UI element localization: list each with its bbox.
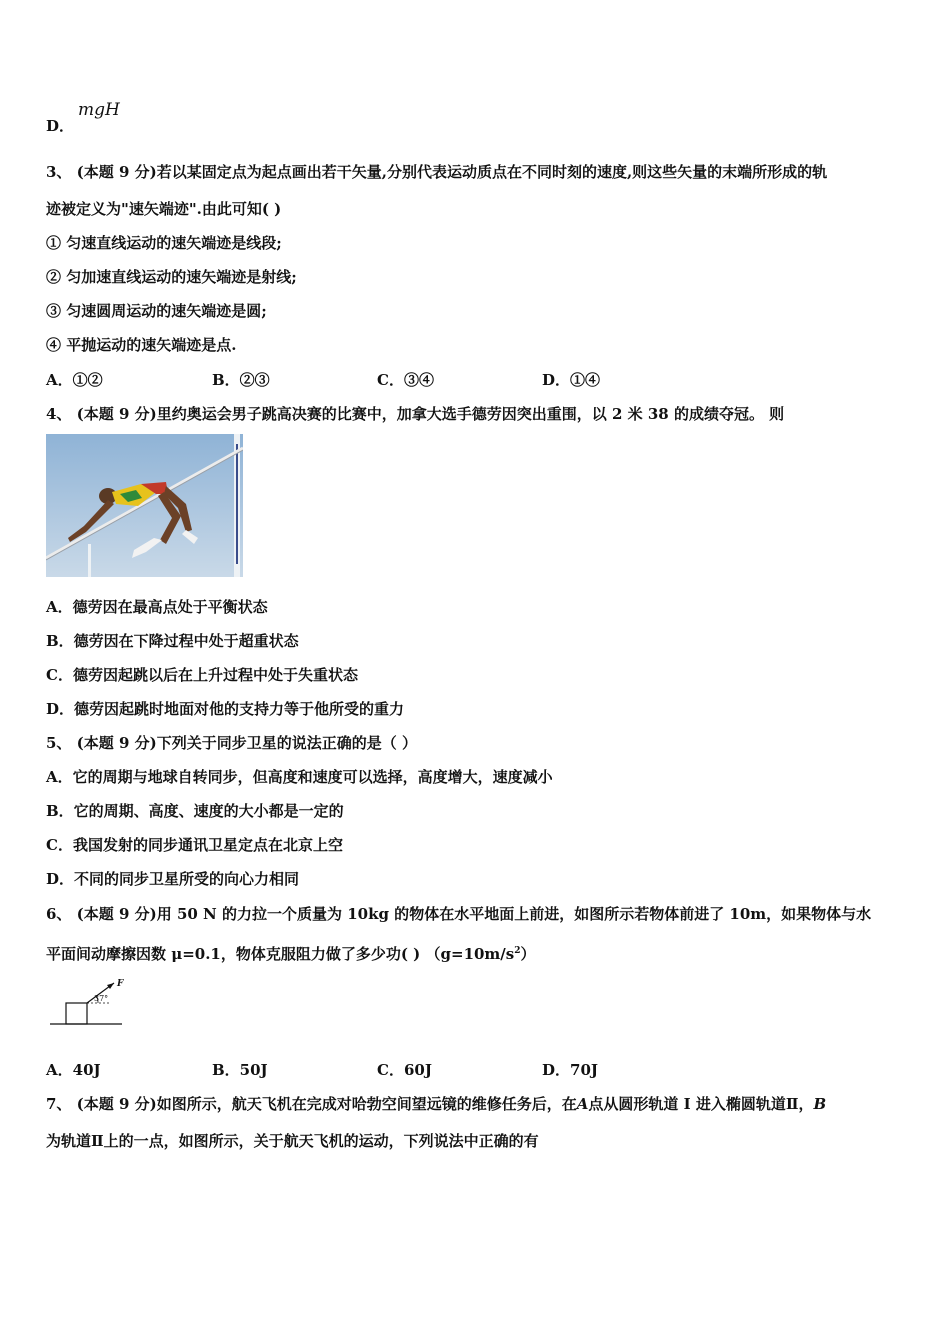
q3-option-d: D．①④ <box>542 371 601 389</box>
q2-option-d-formula: mgH <box>78 100 120 120</box>
q4-option-c: C．德劳因起跳以后在上升过程中处于失重状态 <box>46 666 358 684</box>
q4-option-a: A．德劳因在最高点处于平衡状态 <box>46 598 268 616</box>
q6-stem-line2 <box>46 941 536 964</box>
q5-option-d: D．不同的同步卫星所受的向心力相同 <box>46 870 300 888</box>
q4-stem: 4、 (本题 9 分)里约奥运会男子跳高决赛的比赛中，加拿大选手德劳因突出重围，以 2 米 38 的成绩夺冠。 则 <box>46 405 785 423</box>
high-jump-photo <box>46 434 243 577</box>
q6-option-d: D．70J <box>542 1061 598 1079</box>
q6-superscript: 2 <box>514 946 521 956</box>
q4-option-b: B．德劳因在下降过程中处于超重状态 <box>46 632 299 650</box>
q6-angle-label: 37° <box>94 994 109 1003</box>
q3-statement-1: ① 匀速直线运动的速矢端迹是线段; <box>46 234 282 252</box>
q3-statement-2: ② 匀加速直线运动的速矢端迹是射线; <box>46 268 297 286</box>
q3-statement-4: ④ 平抛运动的速矢端迹是点. <box>46 336 237 354</box>
q3-stem-line1: 3、 (本题 9 分)若以某固定点为起点画出若干矢量,分别代表运动质点在不同时刻的速度,则这些矢量的末端所形成的轨 <box>46 163 828 181</box>
q7-stem-line1-b: 点从圆形轨道 I 进入椭圆轨道Ⅱ， <box>588 1095 814 1113</box>
q7-stem-line1-a: 7、 (本题 9 分)如图所示，航天飞机在完成对哈勃空间望远镜的维修任务后，在 <box>46 1095 577 1113</box>
q6-option-b: B．50J <box>212 1061 268 1079</box>
q3-option-b: B．②③ <box>212 371 270 389</box>
q6-force-label: F <box>117 979 124 989</box>
q5-stem: 5、 (本题 9 分)下列关于同步卫星的说法正确的是（ ） <box>46 734 417 752</box>
q2-option-d-label: D． <box>46 117 75 135</box>
q7-point-a: A <box>576 1095 589 1113</box>
q6-force-diagram <box>48 976 128 1028</box>
q6-stem-line1: 6、 (本题 9 分)用 50 N 的力拉一个质量为 10kg 的物体在水平地面上前进，如图所示若物体前进了 10m，如果物体与水 <box>46 905 872 923</box>
q5-option-b: B．它的周期、高度、速度的大小都是一定的 <box>46 802 344 820</box>
q3-stem-line2: 迹被定义为"速矢端迹".由此可知( ) <box>46 200 282 218</box>
q7-point-b: B <box>813 1095 827 1113</box>
q6-option-a: A．40J <box>46 1061 101 1079</box>
q6-stem-line2-end: ） <box>520 945 536 963</box>
q2-option-d <box>46 116 74 136</box>
q5-option-c: C．我国发射的同步通讯卫星定点在北京上空 <box>46 836 343 854</box>
q3-statement-3: ③ 匀速圆周运动的速矢端迹是圆; <box>46 302 267 320</box>
q5-option-a: A．它的周期与地球自转同步，但高度和速度可以选择，高度增大，速度减小 <box>46 768 553 786</box>
q4-option-d: D．德劳因起跳时地面对他的支持力等于他所受的重力 <box>46 700 405 718</box>
q7-stem-line2: 为轨道Ⅱ上的一点，如图所示，关于航天飞机的运动，下列说法中正确的有 <box>46 1132 539 1150</box>
q7-stem-line1 <box>46 1094 826 1114</box>
q6-option-c: C．60J <box>377 1061 432 1079</box>
q3-option-a: A．①② <box>46 371 103 389</box>
q6-stem-line2-main: 平面间动摩擦因数 μ=0.1，物体克服阻力做了多少功( ) （g=10m/s <box>46 945 515 963</box>
q3-option-c: C．③④ <box>377 371 434 389</box>
